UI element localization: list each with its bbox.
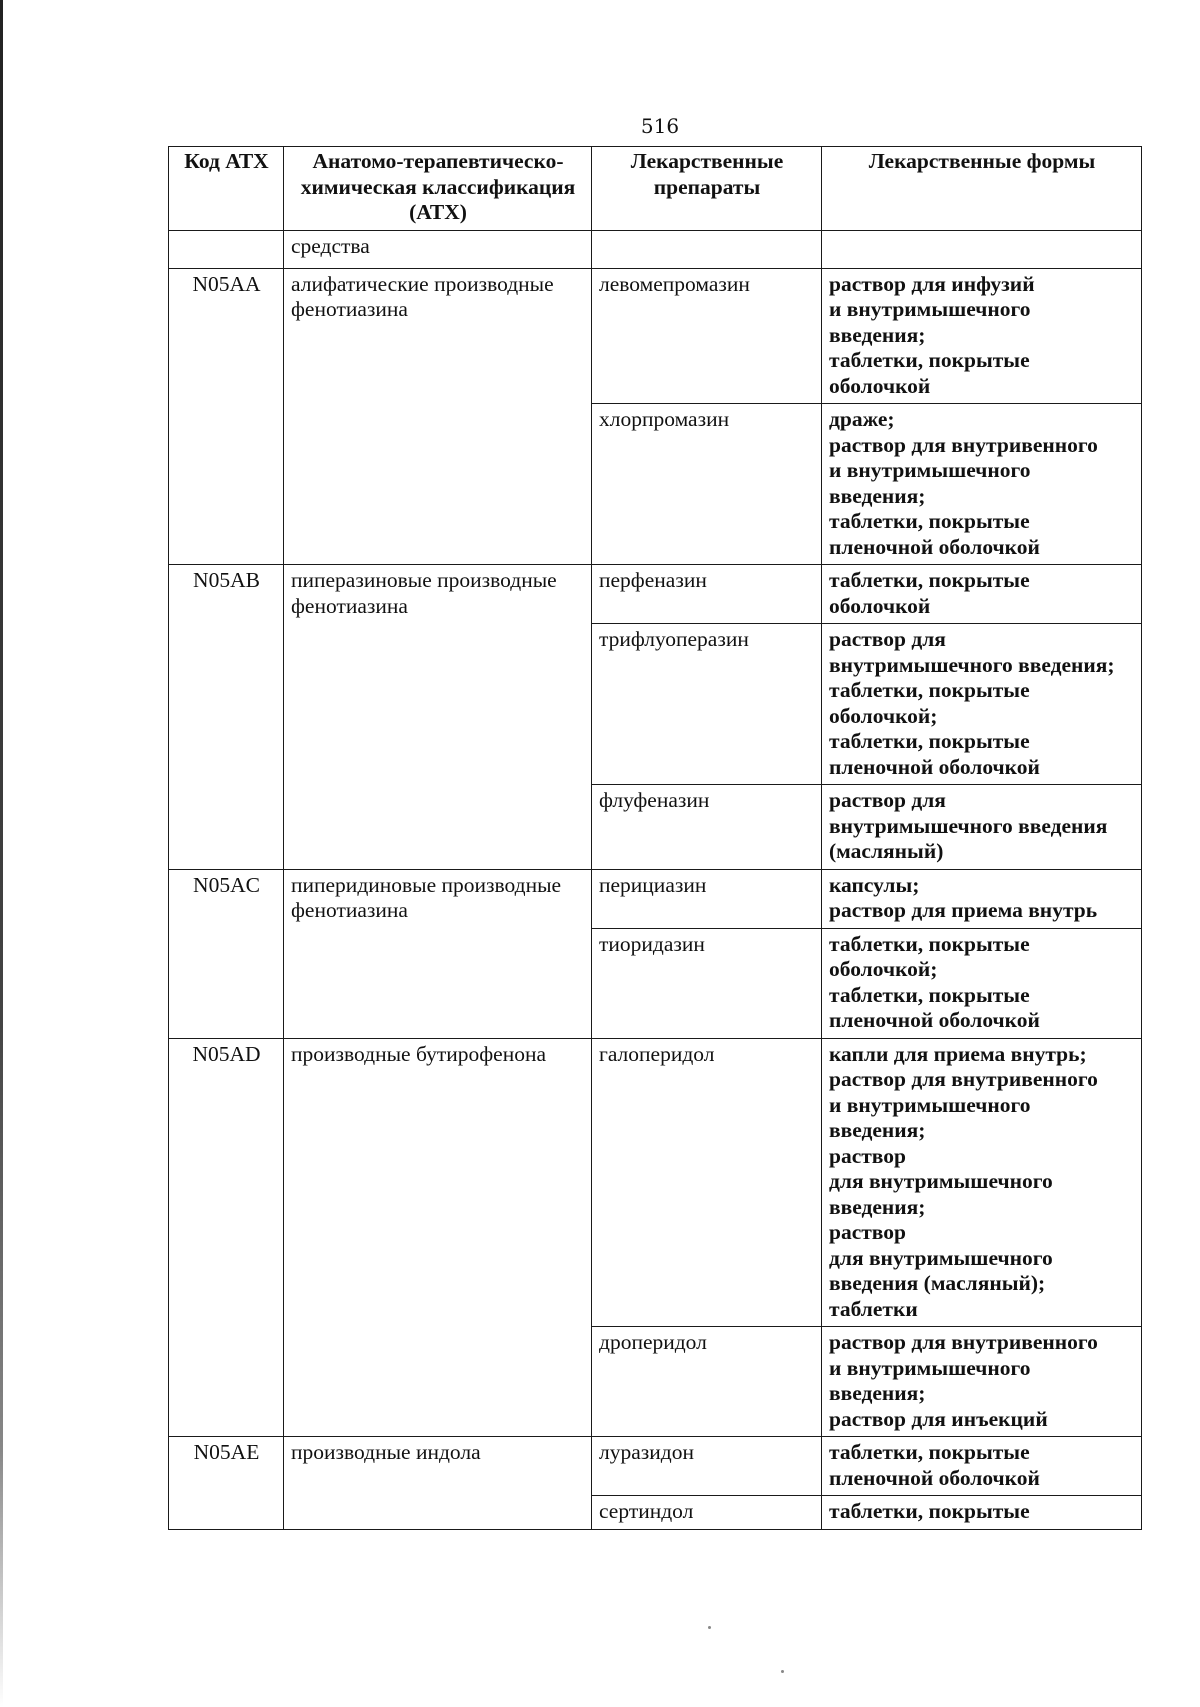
dosage-form-line: внутримышечного введения; (829, 652, 1115, 677)
dosage-form-line: введения; (829, 1194, 926, 1219)
dosage-form-line: и внутримышечного (829, 458, 1031, 482)
dosage-form-line: введения (масляный); (829, 1271, 1046, 1295)
dosage-form-line: капсулы; (829, 872, 920, 897)
dosage-form-line: таблетки, покрытые (829, 1440, 1030, 1464)
table-row (169, 268, 1142, 404)
dosage-form-line: раствор для (829, 627, 946, 651)
dosage-form-line: таблетки, покрытые (829, 931, 1030, 956)
dosage-form-line: раствор (829, 1220, 906, 1244)
dosage-form-line: для внутримышечного (829, 1169, 1053, 1193)
dosage-form-line: введения; (829, 483, 926, 508)
header-classification: Анатомо-терапевтическо-химическая классификация (АТХ) (284, 147, 592, 231)
dosage-forms-cell (822, 928, 1142, 1038)
dosage-forms-cell (822, 1496, 1142, 1530)
atx-code-cell: N05AD (169, 1038, 284, 1437)
drug-name-cell: тиоридазин (592, 928, 822, 1038)
dosage-form-line: раствор для внутривенного (829, 1330, 1098, 1354)
drug-name-cell: перфеназин (592, 565, 822, 624)
dosage-form-line: внутримышечного введения (829, 813, 1108, 838)
dosage-form-line: оболочкой (829, 593, 931, 618)
continuation-forms-cell (822, 230, 1142, 268)
dosage-form-line: введения; (829, 322, 926, 347)
dosage-forms-cell (822, 624, 1142, 785)
dosage-form-line: пленочной оболочкой (829, 1465, 1040, 1490)
atx-code-cell: N05AA (169, 268, 284, 565)
dosage-form-line: раствор для внутривенного (829, 432, 1098, 457)
dosage-form-line: таблетки, покрытые (829, 568, 1030, 592)
dosage-forms-cell (822, 1038, 1142, 1327)
scan-speck (781, 1670, 784, 1673)
continuation-drug-cell (592, 230, 822, 268)
dosage-form-line: таблетки (829, 1296, 918, 1321)
dosage-form-line: раствор (829, 1143, 906, 1168)
atx-code-cell: N05AB (169, 565, 284, 870)
dosage-form-line: введения; (829, 1381, 926, 1405)
dosage-forms-cell (822, 404, 1142, 565)
dosage-form-line: (масляный) (829, 839, 944, 863)
continuation-class-cell: средства (284, 230, 592, 268)
header-code: Код АТХ (169, 147, 284, 231)
drug-name-cell: трифлуоперазин (592, 624, 822, 785)
drug-name-cell: левомепромазин (592, 268, 822, 404)
drug-name-cell: сертиндол (592, 1496, 822, 1530)
dosage-form-line: раствор для приема внутрь (829, 898, 1098, 922)
drug-name-cell: перициазин (592, 869, 822, 928)
atx-class-cell: пиперазиновые производные фенотиазина (284, 565, 592, 870)
dosage-form-line: введения; (829, 1118, 926, 1142)
dosage-form-line: пленочной оболочкой (829, 754, 1040, 779)
table-row (169, 869, 1142, 928)
scan-speck (708, 1626, 711, 1629)
dosage-form-line: таблетки, покрытые (829, 729, 1030, 753)
dosage-form-line: таблетки, покрытые (829, 1499, 1030, 1523)
continuation-row (169, 230, 1142, 268)
dosage-form-line: пленочной оболочкой (829, 534, 1040, 559)
header-forms: Лекарственные формы (822, 147, 1142, 231)
dosage-form-line: драже; (829, 407, 895, 431)
table-row (169, 1437, 1142, 1496)
dosage-form-line: таблетки, покрытые (829, 678, 1030, 702)
dosage-form-line: капли для приема внутрь; (829, 1041, 1087, 1066)
dosage-forms-cell (822, 785, 1142, 870)
dosage-form-line: и внутримышечного (829, 297, 1031, 321)
dosage-form-line: таблетки, покрытые (829, 348, 1030, 372)
dosage-form-line: оболочкой (829, 373, 931, 398)
dosage-forms-cell (822, 1437, 1142, 1496)
atx-class-cell: пиперидиновые производные фенотиазина (284, 869, 592, 1038)
dosage-form-line: таблетки, покрытые (829, 509, 1030, 533)
scan-edge (0, 0, 3, 1707)
dosage-form-line: раствор для инъекций (829, 1406, 1048, 1431)
dosage-form-line: таблетки, покрытые (829, 982, 1030, 1007)
drug-name-cell: галоперидол (592, 1038, 822, 1327)
atx-code-cell: N05AC (169, 869, 284, 1038)
header-preparations: Лекарственные препараты (592, 147, 822, 231)
table-header-row (169, 147, 1142, 231)
drug-name-cell: флуфеназин (592, 785, 822, 870)
dosage-forms-cell (822, 268, 1142, 404)
page-number: 516 (640, 114, 680, 138)
table-row (169, 1038, 1142, 1327)
atx-table (168, 146, 1142, 1530)
atx-code-cell: N05AE (169, 1437, 284, 1530)
dosage-form-line: раствор для внутривенного (829, 1067, 1098, 1091)
atx-class-cell: алифатические производные фенотиазина (284, 268, 592, 565)
continuation-code-cell (169, 230, 284, 268)
dosage-forms-cell (822, 565, 1142, 624)
dosage-form-line: пленочной оболочкой (829, 1008, 1040, 1032)
dosage-forms-cell (822, 869, 1142, 928)
drug-name-cell: луразидон (592, 1437, 822, 1496)
dosage-form-line: раствор для (829, 788, 946, 812)
table-row (169, 565, 1142, 624)
drug-name-cell: хлорпромазин (592, 404, 822, 565)
dosage-form-line: оболочкой; (829, 957, 938, 981)
dosage-form-line: оболочкой; (829, 703, 938, 728)
atx-class-cell: производные индола (284, 1437, 592, 1530)
dosage-form-line: раствор для инфузий (829, 271, 1035, 296)
dosage-form-line: для внутримышечного (829, 1245, 1053, 1270)
dosage-forms-cell (822, 1327, 1142, 1437)
dosage-form-line: и внутримышечного (829, 1092, 1031, 1117)
drug-name-cell: дроперидол (592, 1327, 822, 1437)
dosage-form-line: и внутримышечного (829, 1355, 1031, 1380)
atx-class-cell: производные бутирофенона (284, 1038, 592, 1437)
